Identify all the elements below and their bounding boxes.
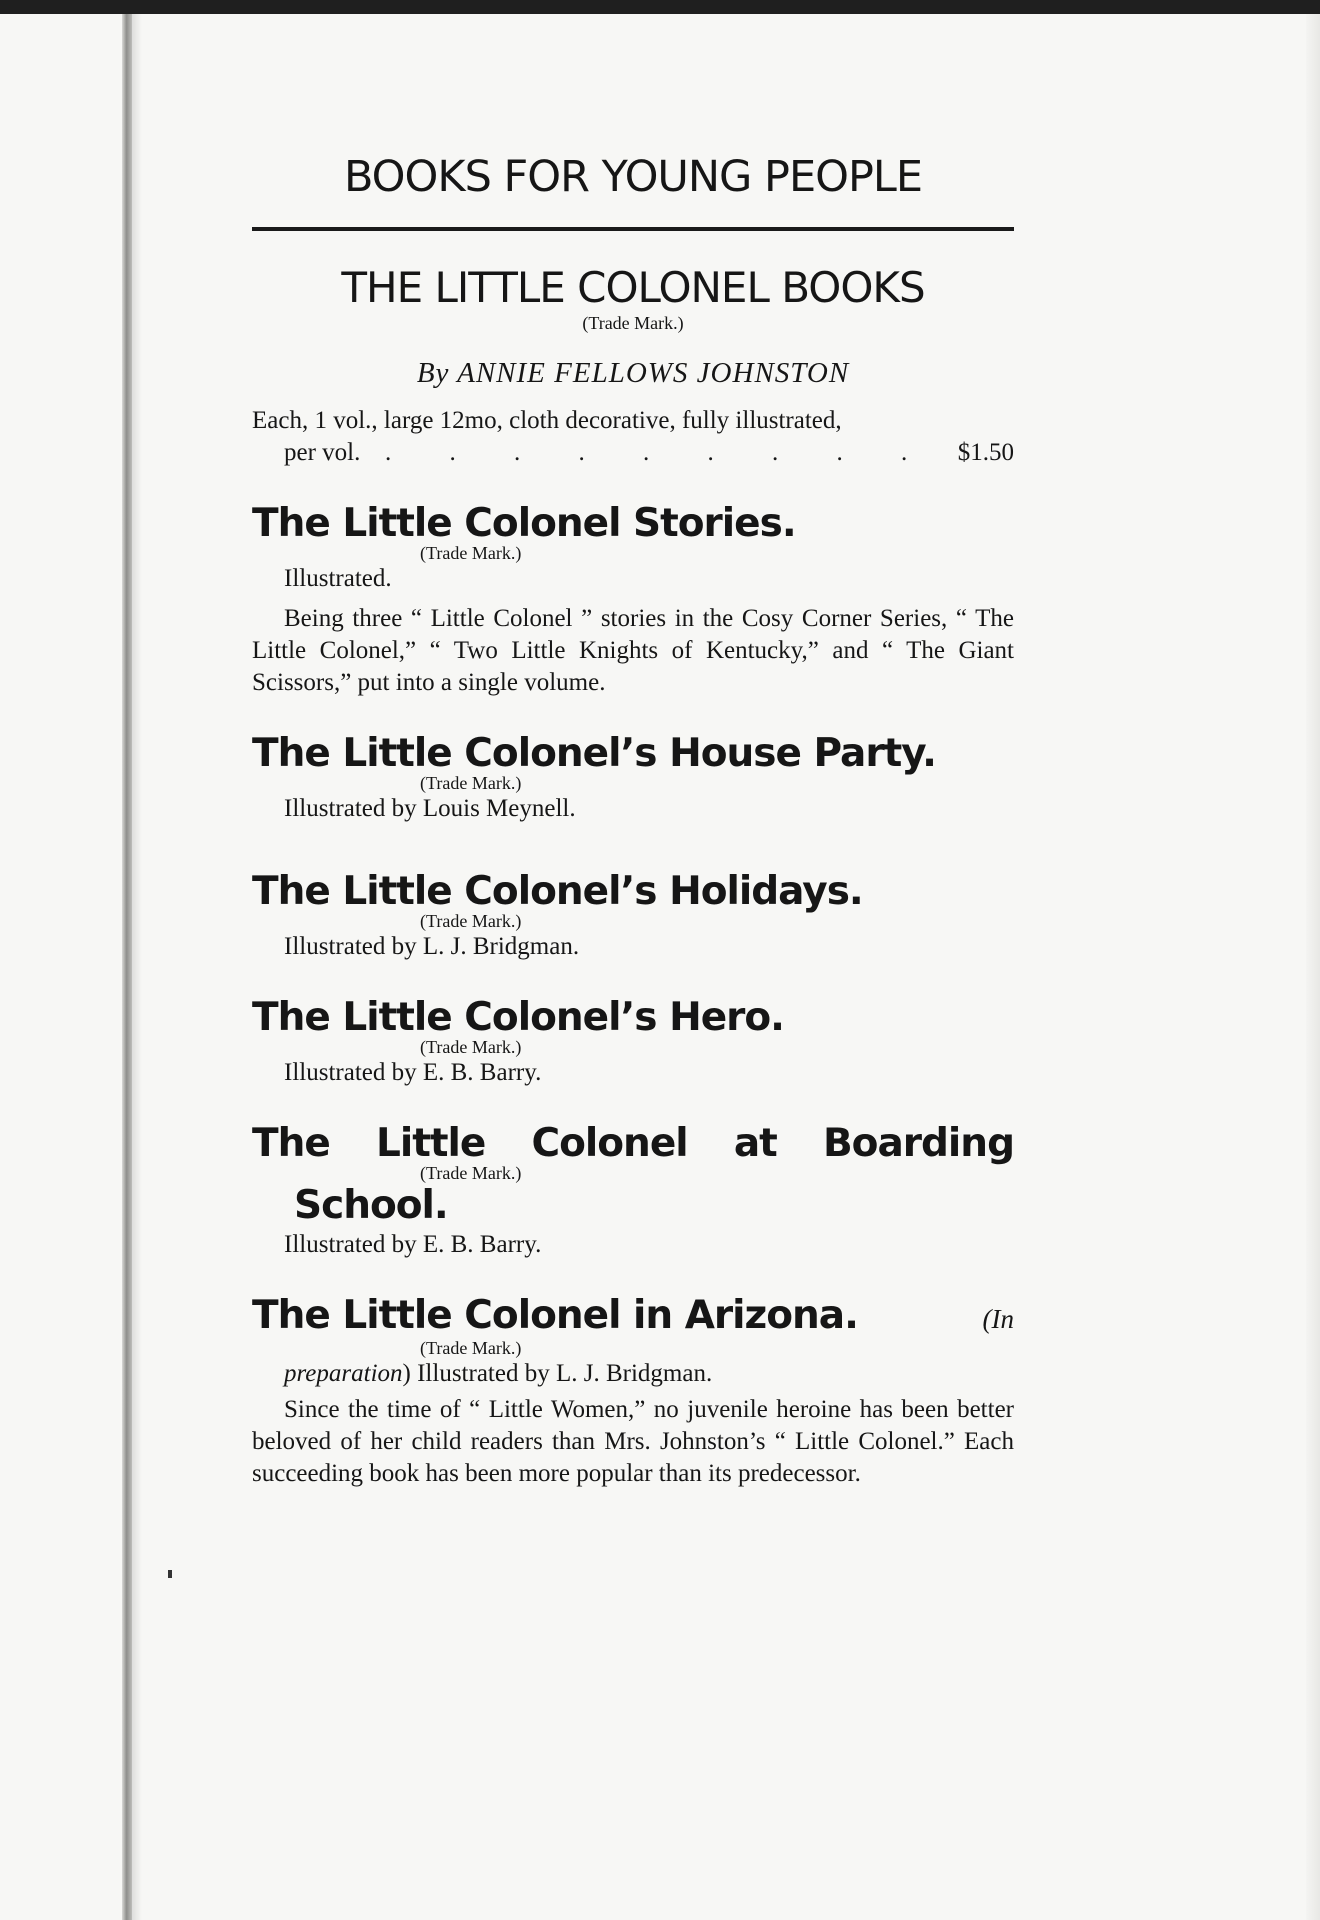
- book-illustrator-row: [252, 1358, 1014, 1390]
- page-edge: [1306, 14, 1320, 1920]
- book-trade-mark: (Trade Mark.): [420, 1037, 522, 1057]
- book-trade-mark: (Trade Mark.): [420, 773, 522, 793]
- book-title-line-1: The Little Colonel at Boarding: [252, 1121, 1014, 1166]
- book-entry: [252, 501, 1014, 699]
- book-illustrator: Illustrated by L. J. Bridgman.: [284, 933, 580, 960]
- book-trade-mark: (Trade Mark.): [420, 1163, 522, 1183]
- book-trade-mark: (Trade Mark.): [420, 543, 522, 563]
- price-description: [252, 405, 1014, 469]
- book-illustrator: Illustrated by E. B. Barry.: [284, 1231, 542, 1258]
- price-line-2: [252, 437, 1014, 469]
- header-rule: [252, 227, 1014, 231]
- page-content: [252, 150, 1014, 1490]
- ink-speck: [168, 1570, 172, 1578]
- book-spine: [122, 14, 132, 1920]
- book-illustrator: Illustrated.: [284, 565, 392, 592]
- in-preparation-note-open: (In: [982, 1304, 1014, 1334]
- book-description: Being three “ Little Colonel ” stories in the Cosy Corner Series, “ The Little Colonel,” “ Two Little Knights of Kentucky,” and “ The Giant Scissors,” put into a single volume.: [252, 605, 1014, 696]
- book-description: Since the time of “ Little Women,” no juvenile heroine has been better beloved of her child readers than Mrs. Johnston’s “ Little Colonel.” Each succeeding book has been more popular than its predecessor.: [252, 1396, 1014, 1487]
- book-entry: [252, 1121, 1014, 1261]
- book-title-row: [252, 1293, 1014, 1342]
- series-title: THE LITTLE COLONEL BOOKS: [341, 263, 925, 312]
- in-preparation-note-close: preparation: [284, 1360, 403, 1387]
- price-line-1: Each, 1 vol., large 12mo, cloth decorative, fully illustrated,: [252, 407, 842, 434]
- book-title-line-2: School.: [294, 1183, 448, 1228]
- book-trade-mark: (Trade Mark.): [420, 911, 522, 931]
- book-title: The Little Colonel Stories.: [252, 501, 796, 546]
- price-amount: $1.50: [957, 439, 1014, 466]
- series-trade-mark: (Trade Mark.): [582, 313, 684, 333]
- book-entry: [252, 995, 1014, 1089]
- book-title: The Little Colonel’s House Party.: [252, 731, 936, 776]
- book-entry: [252, 731, 1014, 825]
- book-trade-mark: (Trade Mark.): [420, 1338, 522, 1358]
- book-illustrator: ) Illustrated by L. J. Bridgman.: [402, 1360, 713, 1387]
- book-illustrator: Illustrated by E. B. Barry.: [284, 1059, 542, 1086]
- page-header: BOOKS FOR YOUNG PEOPLE: [343, 152, 923, 202]
- spine-shadow: [132, 14, 142, 1920]
- book-title: The Little Colonel’s Holidays.: [252, 869, 863, 914]
- book-title: The Little Colonel’s Hero.: [252, 995, 784, 1040]
- price-leader-dots: . . . . . . . . .: [384, 439, 934, 466]
- book-entry: [252, 869, 1014, 963]
- book-title: The Little Colonel in Arizona.: [252, 1293, 858, 1338]
- author-line: By ANNIE FELLOWS JOHNSTON: [416, 357, 850, 389]
- book-illustrator: Illustrated by Louis Meynell.: [284, 795, 576, 822]
- price-label: per vol.: [284, 439, 361, 466]
- book-entry: [252, 1293, 1014, 1490]
